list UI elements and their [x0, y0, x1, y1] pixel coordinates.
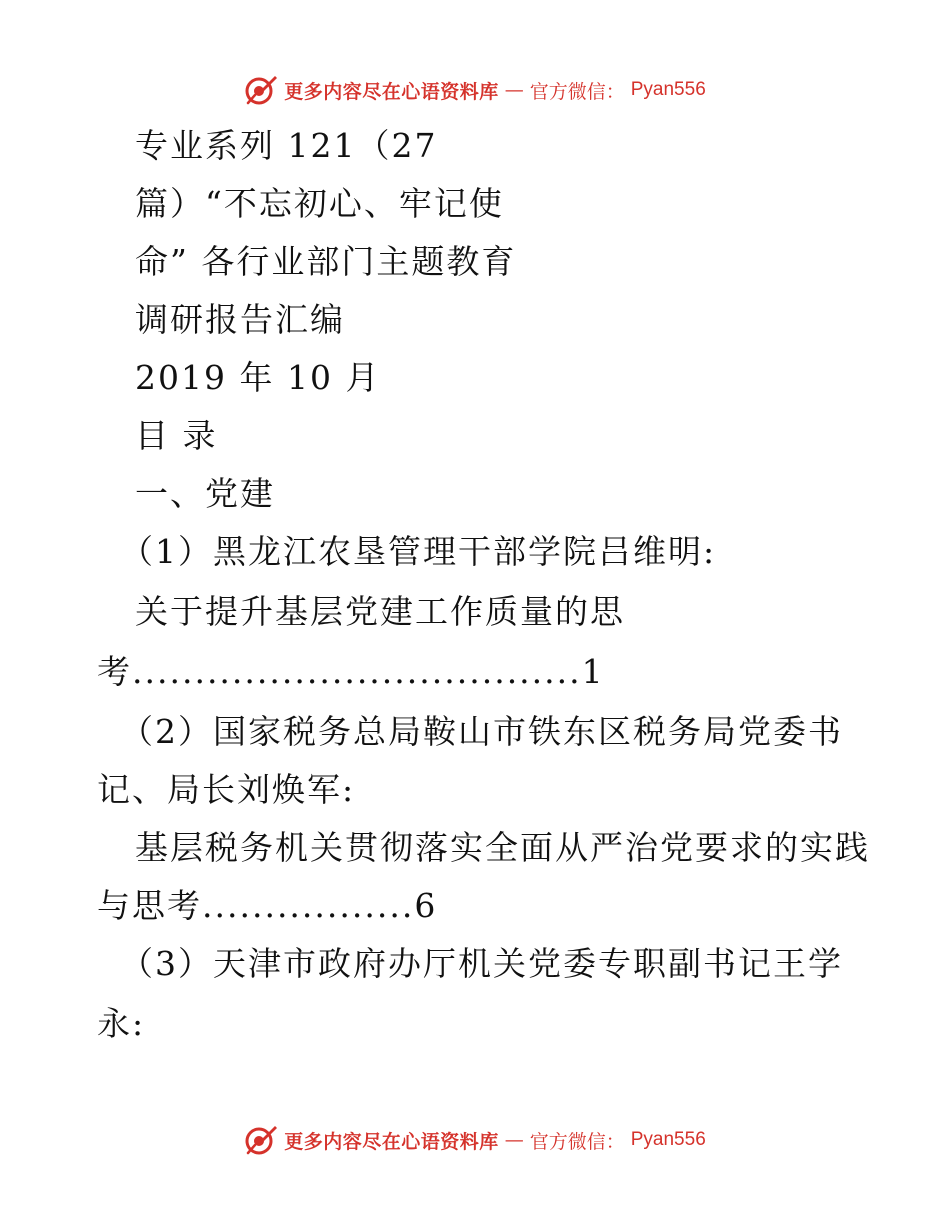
toc-entry-3-author: （3）天津市政府办厅机关党委专职副书记王学 — [120, 944, 843, 983]
doc-title-line-2: 篇）“不忘初心、牢记使 — [135, 184, 504, 223]
quill-seal-icon — [244, 73, 278, 107]
doc-date: 2019 年 10 月 — [135, 358, 381, 397]
toc-section-heading: 一、党建 — [135, 474, 275, 513]
watermark-main-text: 更多内容尽在心语资料库 — [284, 1130, 499, 1153]
watermark-content — [244, 1123, 706, 1157]
toc-entry-1-author: （1）黑龙江农垦管理干部学院吕维明: — [120, 532, 717, 571]
watermark-wechat-label: 官方微信： — [529, 80, 625, 103]
doc-title-line-1: 专业系列 121（27 — [135, 126, 438, 165]
watermark-banner-bottom — [0, 1120, 950, 1160]
toc-entry-1-page: 考....................................1 — [97, 652, 605, 691]
toc-entry-1-title: 关于提升基层党建工作质量的思 — [135, 592, 625, 631]
toc-entry-2-page: 与思考.................6 — [97, 886, 438, 925]
watermark-wechat-id: Pyan556 — [630, 1129, 706, 1150]
toc-entry-2-title: 基层税务机关贯彻落实全面从严治党要求的实践 — [135, 828, 870, 867]
toc-entry-3-author-cont: 永: — [97, 1004, 146, 1043]
watermark-main-text: 更多内容尽在心语资料库 — [284, 80, 499, 103]
watermark-content — [244, 73, 706, 107]
watermark-wechat-id: Pyan556 — [630, 79, 706, 100]
watermark-dash: — — [504, 79, 524, 101]
quill-seal-icon — [244, 1123, 278, 1157]
watermark-dash: — — [504, 1129, 524, 1151]
watermark-banner-top — [0, 70, 950, 110]
watermark-wechat-label: 官方微信： — [529, 1130, 625, 1153]
toc-entry-2-author-cont: 记、局长刘焕军: — [97, 770, 356, 809]
doc-title-line-3: 命” 各行业部门主题教育 — [135, 242, 517, 281]
doc-title-line-4: 调研报告汇编 — [135, 300, 345, 339]
toc-entry-2-author: （2）国家税务总局鞍山市铁东区税务局党委书 — [120, 712, 843, 751]
toc-heading: 目 录 — [135, 416, 218, 455]
